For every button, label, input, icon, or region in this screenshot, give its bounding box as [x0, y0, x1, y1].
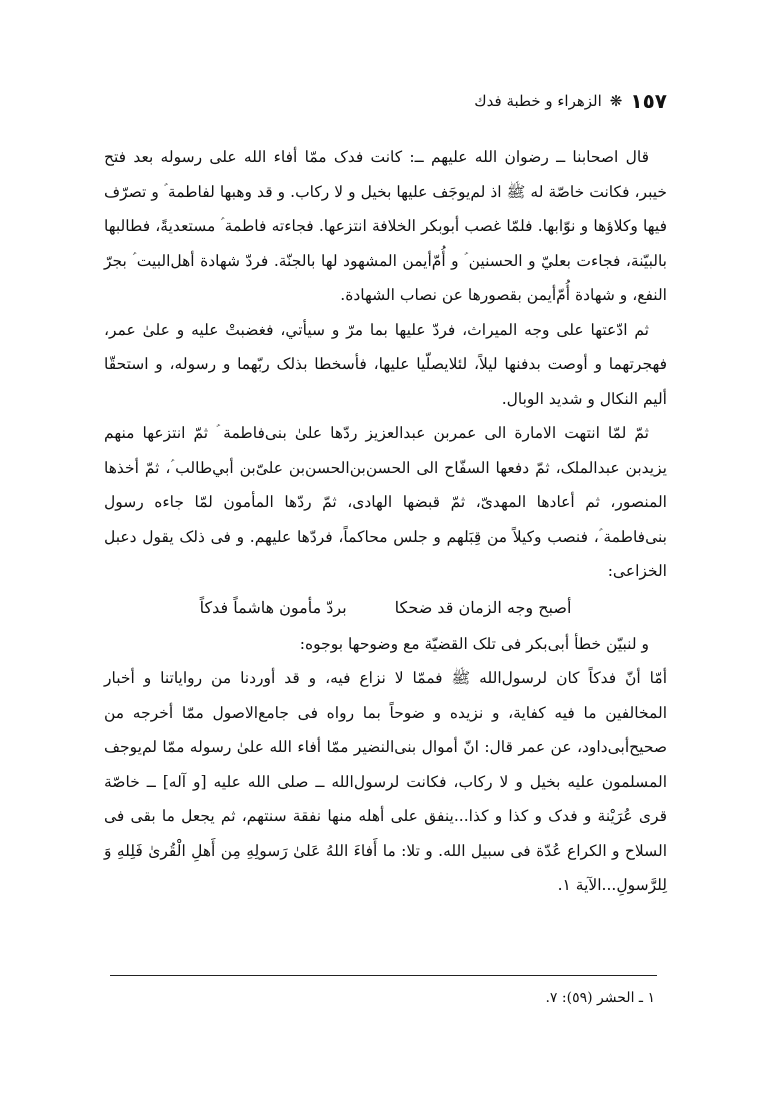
paragraph-later-rulers: ثمّ لمّا انتهت الامارة الى عمربن عبدالعزيز ردّها علىٰ بنى‌فاطمة ؑ ثمّ انتزعها منهم يزيدبن عبدالملک، ثمّ دفعها السفّاح الى الحسن‌بن‌الحسن‌بن علىّ‌بن أبي‌طالب ؑ، ثمّ أخذها المنصور، ثم أعادها المهدىّ، ثمّ قبضها الهادى، ثمّ ردّها المأمون لمّا جاءه رسول بنى‌فاطمة ؑ، فنصب وكيلاً من قِبَلهم و جلس محاكماً، فردّها عليهم. و فى ذلک يقول دعبل الخزاعى: — [104, 424, 667, 580]
paragraph-fadak-history: قال اصحابنا ــ رضوان الله عليهم ــ: كانت فدک ممّا أفاء الله على رسوله بعد فتح خيبر، فكانت خاصّة له ﷺ اذ لم‌يوجَف عليها بخيل و لا ركاب. و قد وهبها لفاطمة ؑ و تصرّف فيها وكلاؤها و نوّابها. فلمّا غصب أبوبكر الخلافة انتزعها. فجاءته فاطمة ؑ مستعديةً، فطالبها بالبيّنة، فجاءت بعليّ و الحسنين ؑ و أُمّ‌أيمن المشهود لها بالجنّة. فردّ شهادة أهل‌البيت ؑ بجرّ النفع، و شهادة أُمّ‌أيمن بقصورها عن نصاب الشهادة. — [104, 148, 668, 304]
verse-first-hemistich: أصبح وجه الزمان قد ضحكا — [394, 597, 572, 617]
paragraph-intro-arguments: و لنبيّن خطأ أبى‌بكر فى تلک القضيّة مع وضوحها بوجوه: — [299, 634, 649, 653]
page-number: ١٥٧ — [630, 89, 667, 113]
footnote: ١ ـ الحشر (٥٩): ٧. — [545, 990, 655, 1006]
paragraph-inheritance-claim: ثم ادّعتها على وجه الميراث، فردّ عليها بما مرّ و سيأتي، فغضبتْ عليه و علىٰ عمر، فهجرتهما و أوصت بدفنها ليلاً، لئلايصلّيا عليها، فأسخطا بذلک ربّهما و رسوله، و استحقّا أليم النكال و شديد الوبال. — [104, 320, 667, 408]
paragraph-first-argument: أمّا أنّ فدكاً كان لرسول‌الله ﷺ فممّا لا نزاع فيه، و قد أوردنا من رواياتنا و أخبار المخالفين ما فيه كفاية، و نزيده و ضوحاً بما رواه فى جامع‌الاصول ممّا أخرجه من صحيح‌أبى‌داود، عن عمر قال: انّ أموال بنى‌النضير ممّا أفاء الله علىٰ رسوله ممّا لم‌يوجف المسلمون عليه بخيل و لا ركاب، فكانت لرسول‌الله ــ صلى الله عليه [و آله] ــ خاصّة قرى عُرَيْنة و فدک و كذا و كذا...ينفق على أهله منها نفقة سنتهم، ثم يجعل ما بقى فى السلاح و الكراع عُدّة فى سبيل الله. و تلا: ما أَفاءَ اللهُ عَلىٰ رَسولِهِ مِن أَهلِ الْقُرىٰ فَلِلهِ وَ لِلرَّسولِ...الآية ١. — [104, 669, 667, 894]
footnote-divider — [110, 975, 657, 976]
page-header — [92, 84, 667, 118]
running-title: الزهراء و خطبة فدك — [474, 92, 602, 110]
star-ornament-icon: ❋ — [609, 92, 623, 110]
verse-second-hemistich: بردّ مأمون هاشماً فدكاً — [199, 597, 347, 617]
poem-verse — [104, 589, 667, 627]
main-text — [104, 140, 667, 903]
